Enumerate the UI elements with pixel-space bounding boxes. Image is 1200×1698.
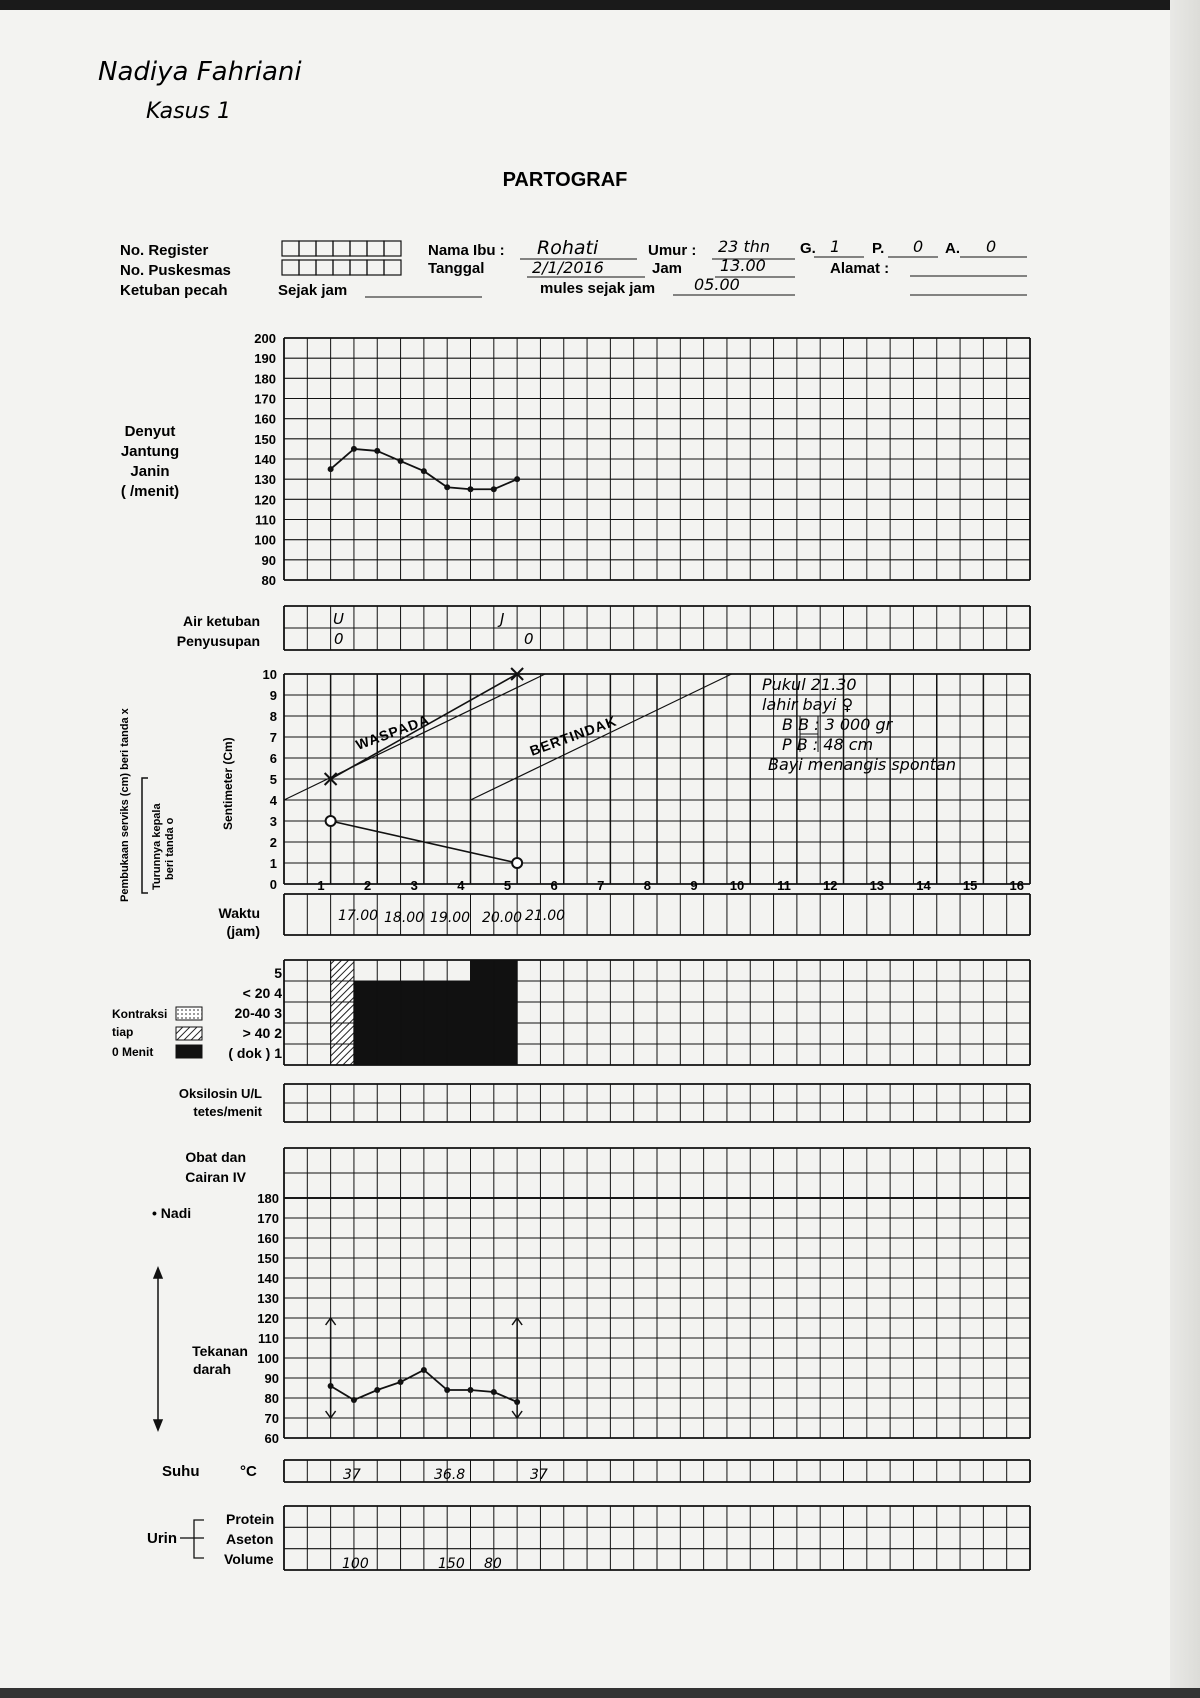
hour-tick-label: 4	[457, 878, 465, 893]
time-1: 17.00	[338, 908, 379, 924]
student-name: Nadiya Fahriani	[98, 57, 302, 87]
cervix-tick-label: 7	[269, 730, 277, 745]
pulse-point	[421, 1367, 427, 1373]
cervix-y-axis	[263, 667, 278, 892]
vitals-tick-label: 90	[264, 1371, 279, 1386]
waspada-label: WASPADA	[353, 711, 432, 753]
cervix-tick-label: 6	[269, 751, 277, 766]
cervix-grid	[284, 674, 1030, 884]
register-box	[333, 241, 350, 256]
pulse-point	[398, 1379, 404, 1385]
no-register-label: No. Register	[120, 242, 209, 259]
fhr-point	[351, 446, 357, 452]
hour-tick-label: 5	[503, 878, 512, 893]
kontraksi-row-2: < 20 4	[242, 985, 282, 1001]
sejak-jam-label: Sejak jam	[278, 282, 348, 299]
oxytocin-grid	[284, 1084, 1030, 1122]
fhr-label-1: Denyut	[124, 423, 176, 440]
note-line-1: Pukul 21.30	[762, 675, 857, 694]
urin-label: Urin	[147, 1530, 177, 1547]
vitals-tick-label: 160	[257, 1231, 279, 1246]
register-box	[333, 260, 350, 275]
g-value: 1	[830, 237, 841, 256]
oksitosin-label-2: tetes/menit	[193, 1104, 262, 1119]
tekanan-label-2: darah	[192, 1361, 232, 1377]
penyusupan-mark-2: 0	[524, 630, 534, 648]
a-label: A.	[945, 240, 960, 257]
cervix-tick-label: 4	[269, 793, 277, 808]
suhu-unit: °C	[240, 1463, 257, 1480]
vitals-tick-label: 150	[257, 1251, 279, 1266]
fhr-point	[374, 448, 380, 454]
fhr-tick-label: 120	[254, 492, 276, 508]
volume-value-3: 80	[484, 1556, 502, 1572]
kontraksi-row-5: ( dok ) 1	[228, 1045, 282, 1061]
hour-tick-label: 9	[690, 878, 698, 893]
suhu-value-1: 37	[343, 1467, 361, 1483]
descent-label-1: Turunnya kepala	[151, 803, 163, 890]
time-3: 19.00	[430, 910, 471, 926]
fhr-tick-label: 130	[254, 472, 276, 488]
hour-tick-label: 6	[550, 878, 558, 893]
waktu-label-1: Waktu	[218, 905, 260, 921]
p-value: 0	[913, 237, 924, 256]
vitals-tick-label: 70	[264, 1411, 279, 1426]
hour-tick-label: 16	[1009, 878, 1024, 893]
nadi-label: • Nadi	[152, 1205, 192, 1221]
bertindak-label: BERTINDAK	[527, 712, 619, 759]
note-line-2: lahir bayi ♀	[762, 695, 854, 714]
ketuban-pecah-label: Ketuban pecah	[120, 282, 228, 299]
fhr-label-3: Janin	[130, 463, 170, 480]
contraction-bar	[494, 960, 517, 1065]
fhr-tick-label: 160	[254, 411, 276, 427]
fhr-tick-label: 190	[254, 351, 276, 367]
register-box	[367, 260, 384, 275]
fhr-tick-label: 90	[261, 552, 276, 568]
register-box	[384, 241, 401, 256]
g-label: G.	[800, 240, 816, 257]
contraction-bar	[331, 960, 354, 1065]
fhr-point	[421, 468, 427, 474]
hour-tick-label: 15	[962, 878, 978, 893]
hour-tick-label: 3	[410, 878, 418, 893]
umur-label: Umur :	[648, 242, 697, 259]
pulse-point	[468, 1387, 474, 1393]
hour-tick-label: 8	[643, 878, 651, 893]
cervix-tick-label: 10	[262, 667, 277, 682]
pulse-point	[491, 1389, 497, 1395]
descent-label-2: beri tanda o	[164, 817, 176, 880]
hour-tick-label: 2	[364, 878, 372, 893]
register-boxes	[282, 241, 401, 275]
register-box	[367, 241, 384, 256]
hour-tick-label: 11	[777, 878, 791, 893]
kontraksi-label-3: 0 Menit	[112, 1045, 154, 1059]
vitals-tick-label: 100	[257, 1351, 279, 1366]
register-box	[316, 241, 333, 256]
fhr-point	[398, 458, 404, 464]
kontraksi-label-1: Kontraksi	[112, 1007, 168, 1021]
cervix-tick-label: 9	[269, 688, 277, 703]
suhu-value-3: 37	[530, 1467, 548, 1483]
fhr-tick-label: 110	[255, 512, 276, 528]
tanggal-label: Tanggal	[428, 260, 485, 277]
suhu-grid	[284, 1460, 1030, 1482]
fhr-point	[468, 486, 474, 492]
ketuban-grid	[284, 606, 1030, 650]
fhr-point	[514, 476, 520, 482]
fhr-label-2: Jantung	[120, 443, 180, 460]
cervix-tick-label: 1	[269, 856, 277, 871]
hour-tick-label: 12	[823, 878, 838, 893]
note-line-5: Bayi menangis spontan	[768, 755, 956, 774]
register-box	[350, 241, 367, 256]
contraction-bar	[471, 960, 494, 1065]
note-line-4: P B : 48 cm	[782, 735, 874, 754]
pulse-point	[351, 1397, 357, 1403]
volume-value-1: 100	[342, 1556, 369, 1572]
pulse-point	[374, 1387, 380, 1393]
time-5: 21.00	[525, 908, 566, 924]
time-4: 20.00	[482, 910, 523, 926]
nama-ibu-value: Rohati	[537, 237, 599, 259]
fhr-point	[491, 486, 497, 492]
penyusupan-label: Penyusupan	[176, 633, 260, 649]
register-box	[299, 260, 316, 275]
hour-tick-label: 7	[597, 878, 605, 893]
vitals-tick-label: 110	[258, 1331, 279, 1346]
case-label: Kasus 1	[146, 99, 231, 124]
jam-value: 13.00	[720, 256, 766, 275]
kontraksi-row-3: 20-40 3	[234, 1005, 282, 1021]
register-box	[282, 260, 299, 275]
air-mark-1: U	[333, 610, 344, 628]
kontraksi-label-2: tiap	[112, 1025, 134, 1039]
vitals-tick-label: 130	[257, 1291, 279, 1306]
alamat-label: Alamat :	[830, 260, 890, 277]
p-label: P.	[872, 240, 885, 257]
umur-value: 23 thn	[718, 237, 770, 256]
fhr-y-axis	[254, 331, 276, 588]
vitals-tick-label: 120	[257, 1311, 279, 1326]
oksitosin-label-1: Oksilosin U/L	[178, 1086, 262, 1101]
pulse-point	[444, 1387, 450, 1393]
fhr-tick-label: 200	[254, 331, 276, 346]
cervix-y-label: Sentimeter (Cm)	[221, 737, 235, 830]
fhr-tick-label: 170	[254, 391, 276, 407]
fhr-point	[328, 466, 334, 472]
cervix-tick-label: 2	[269, 835, 277, 850]
fhr-tick-label: 100	[254, 532, 276, 548]
hour-tick-label: 1	[317, 878, 325, 893]
register-box	[316, 260, 333, 275]
cervix-outer-label: Pembukaan serviks (cm) beri tanda x	[119, 708, 131, 902]
time-2: 18.00	[384, 910, 425, 926]
cervix-tick-label: 5	[269, 772, 277, 787]
protein-label: Protein	[226, 1511, 275, 1527]
fhr-tick-label: 140	[254, 452, 276, 467]
air-ketuban-label: Air ketuban	[182, 613, 260, 629]
cervix-tick-label: 3	[269, 814, 277, 829]
jam-label: Jam	[652, 260, 683, 277]
fhr-point	[444, 484, 450, 490]
register-box	[282, 241, 299, 256]
tekanan-label-1: Tekanan	[192, 1343, 248, 1359]
nama-ibu-label: Nama Ibu :	[428, 242, 505, 259]
vitals-tick-label: 170	[257, 1211, 279, 1226]
volume-label: Volume	[224, 1551, 274, 1567]
hour-tick-label: 13	[869, 878, 885, 893]
fhr-tick-label: 150	[254, 431, 276, 447]
fhr-label-4: ( /menit)	[120, 483, 180, 500]
page-title: PARTOGRAF	[502, 169, 628, 191]
cervix-tick-label: 8	[269, 709, 277, 724]
register-box	[299, 241, 316, 256]
urine-grid	[284, 1506, 1030, 1570]
fhr-tick-label: 180	[254, 371, 276, 387]
register-box	[350, 260, 367, 275]
obat-label-1: Obat dan	[185, 1149, 246, 1165]
vitals-tick-label: 180	[257, 1191, 279, 1206]
obat-label-2: Cairan IV	[185, 1169, 246, 1185]
vitals-grid	[284, 1198, 1030, 1438]
tanggal-value: 2/1/2016	[532, 258, 604, 277]
waktu-label-2: (jam)	[226, 923, 260, 939]
vitals-tick-label: 60	[264, 1431, 279, 1446]
vitals-tick-label: 80	[264, 1391, 279, 1406]
mules-label: mules sejak jam	[540, 280, 656, 297]
vitals-tick-label: 140	[257, 1271, 279, 1286]
air-mark-2: J	[500, 610, 505, 628]
descent-o-mark	[326, 816, 336, 826]
fhr-tick-label: 80	[261, 573, 276, 588]
descent-o-mark	[512, 858, 522, 868]
note-line-3: B B : 3 000 gr	[782, 715, 893, 734]
a-value: 0	[986, 237, 997, 256]
no-puskesmas-label: No. Puskesmas	[120, 262, 231, 279]
hour-tick-label: 14	[916, 878, 931, 893]
penyusupan-mark-1: 0	[334, 630, 344, 648]
drugs-grid	[284, 1148, 1030, 1198]
hour-tick-label: 10	[729, 878, 745, 893]
kontraksi-row-1: 5	[274, 965, 282, 981]
aseton-label: Aseton	[226, 1531, 274, 1547]
mules-value: 05.00	[694, 275, 740, 294]
suhu-label: Suhu	[162, 1463, 200, 1480]
cervix-tick-label: 0	[269, 877, 277, 892]
register-box	[384, 260, 401, 275]
suhu-value-2: 36.8	[434, 1467, 466, 1483]
kontraksi-row-4: > 40 2	[242, 1025, 282, 1041]
vitals-y-axis	[257, 1191, 279, 1446]
volume-value-2: 150	[438, 1556, 465, 1572]
